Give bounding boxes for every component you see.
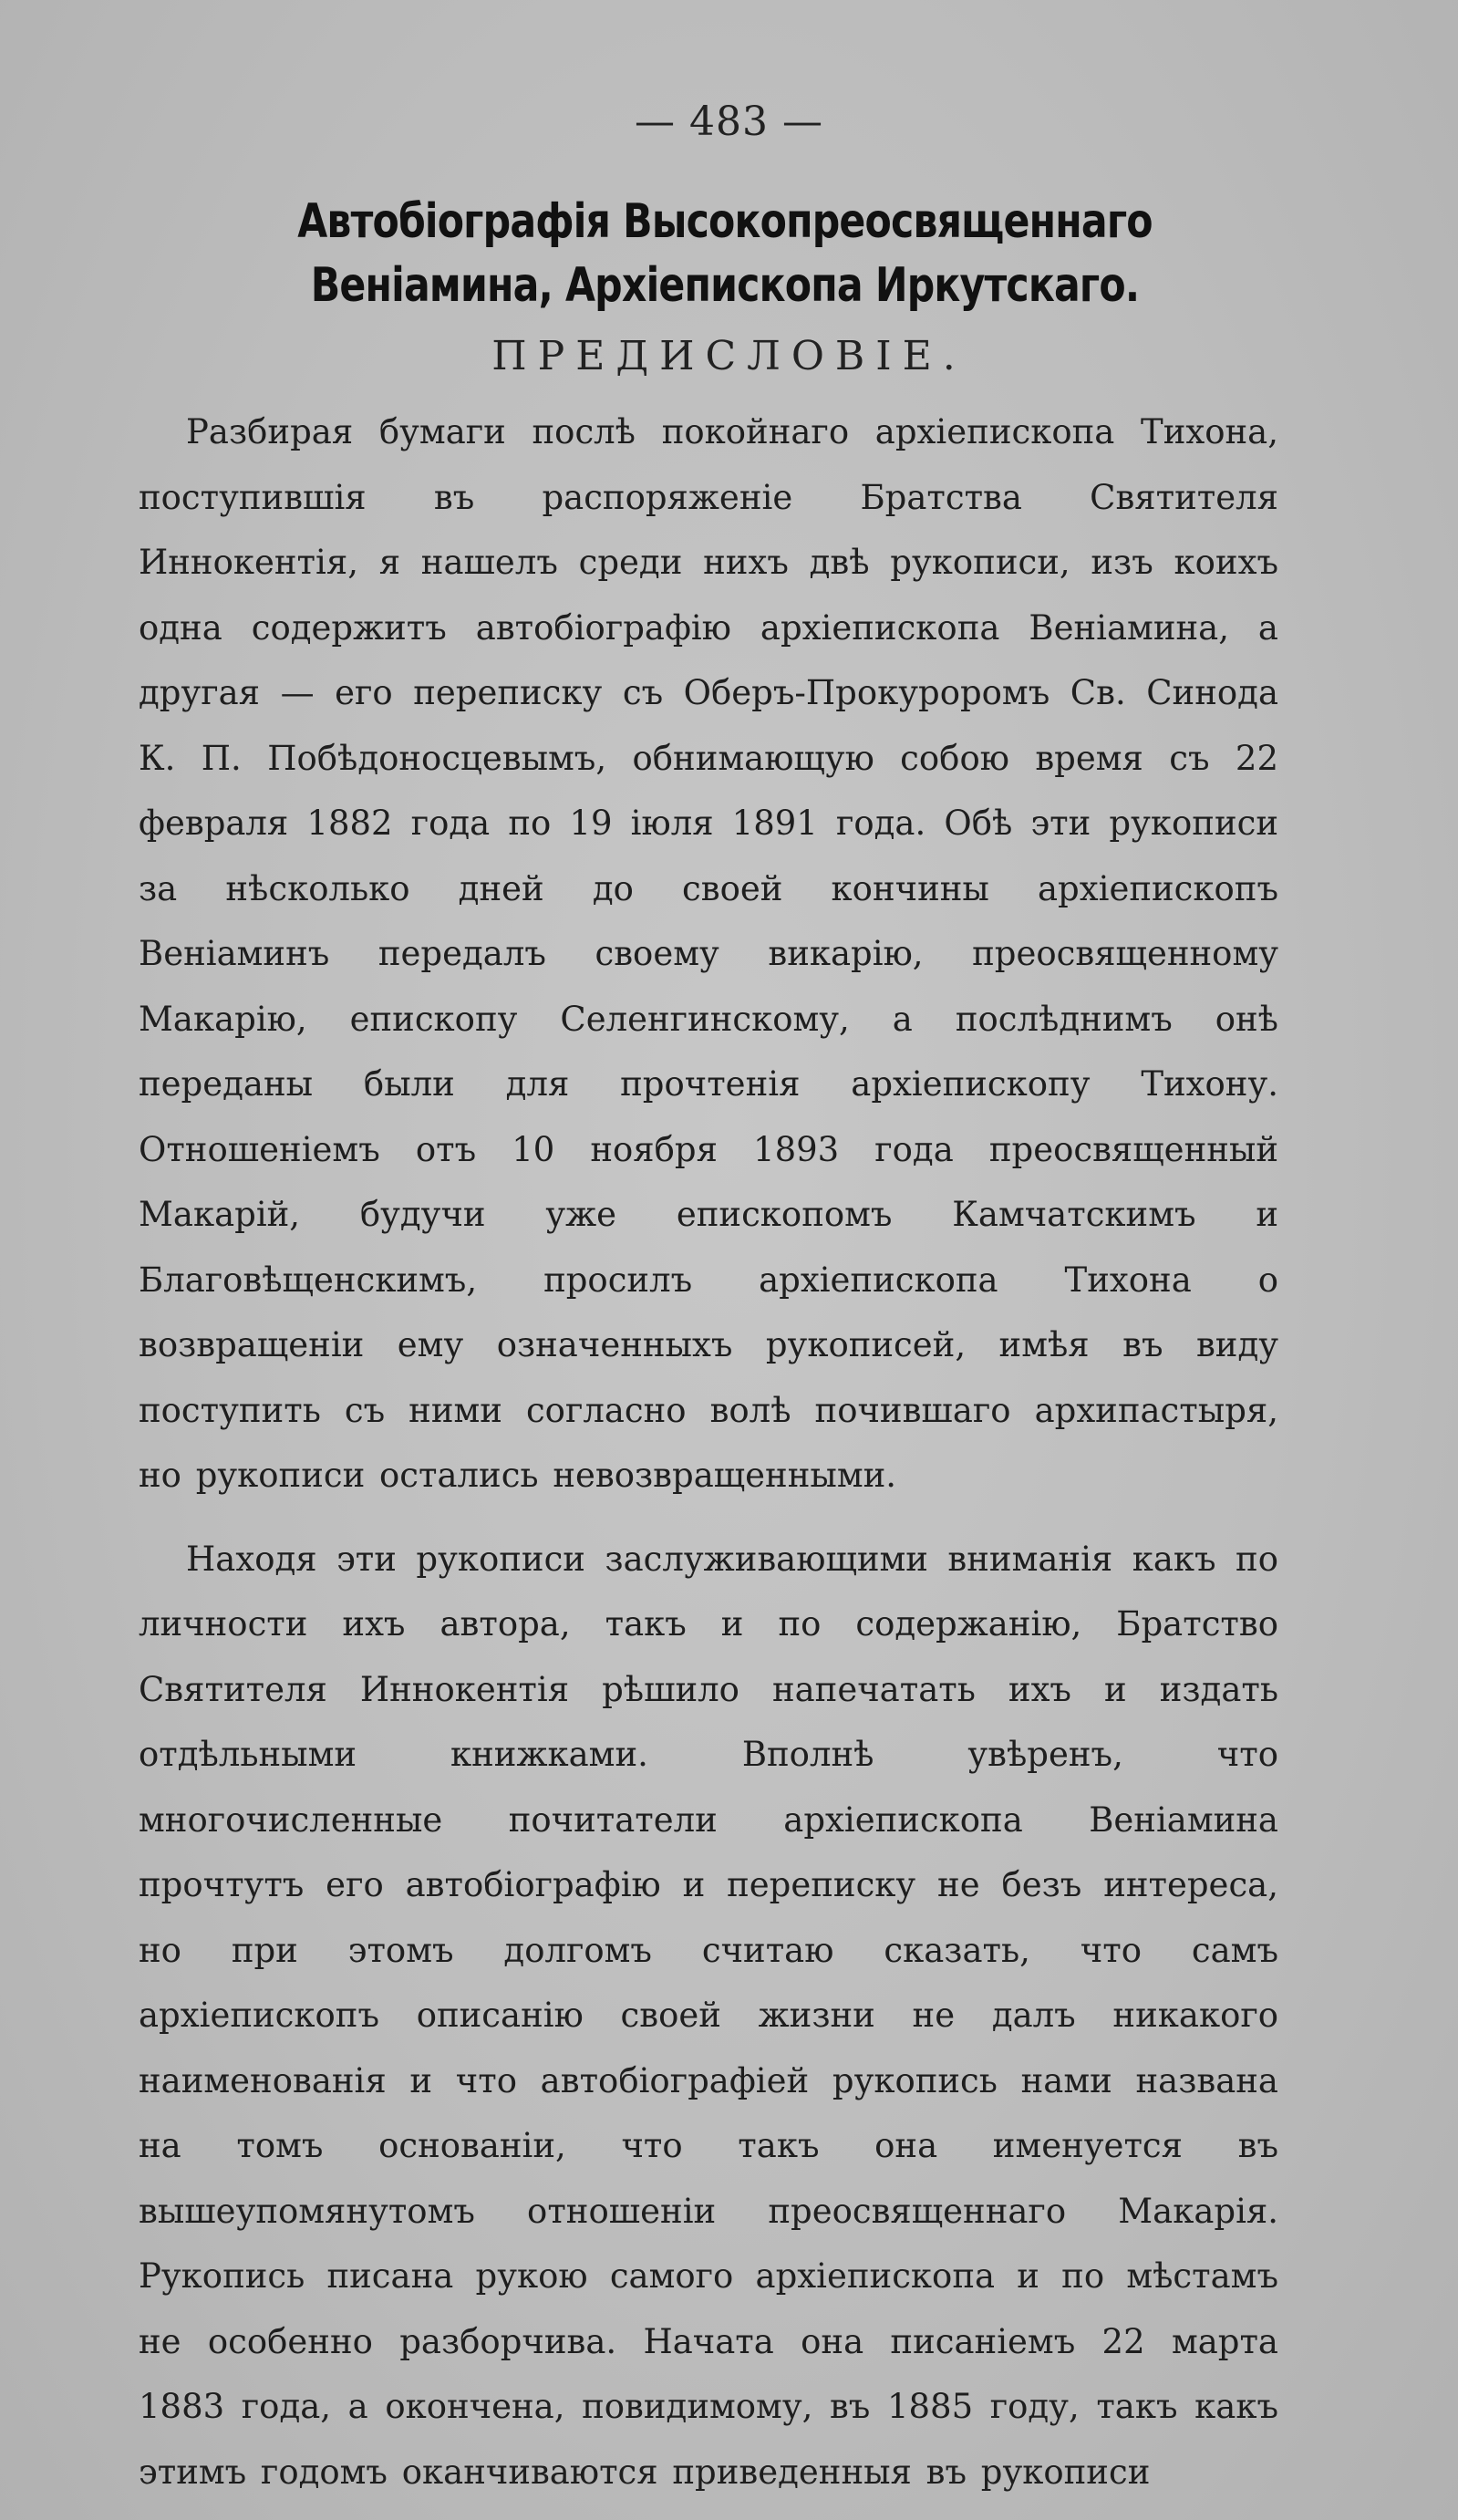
page-number: — 483 — [635, 99, 823, 145]
body-text [139, 399, 1278, 2504]
paragraph-2: Находя эти рукописи заслуживающими вниманія какъ по личности ихъ автора, такъ и по содержанію, Братство Святителя Иннокентія рѣшило напечатать ихъ и издать отдѣльными книжками. Вполнѣ увѣренъ, что многочисленные почитатели архіепископа Веніамина прочтутъ его автобіографію и переписку не безъ интереса, но при этомъ долгомъ считаю сказать, что самъ архіепископъ описанію своей жизни не далъ никакого наименованія и что автобіографіей рукопись нами названа на томъ основаніи, что такъ она именуется въ вышеупомянутомъ отношеніи преосвященнаго Макарія. Рукопись писана рукою самого архіепископа и по мѣстамъ не особенно разборчива. Начата она писаніемъ 22 марта 1883 года, а окончена, повидимому, въ 1885 году, такъ какъ этимъ годомъ оканчиваются приведенныя въ рукописи [139, 1539, 1278, 2492]
paragraph-1: Разбирая бумаги послѣ покойнаго архіепископа Тихона, поступившія въ распоряженіе Братства Святителя Иннокентія, я нашелъ среди нихъ двѣ рукописи, изъ коихъ одна содержитъ автобіографію архіепископа Веніамина, а другая — его переписку съ Оберъ-Прокуроромъ Св. Синода К. П. Побѣдоносцевымъ, обнимающую собою время съ 22 февраля 1882 года по 19 іюля 1891 года. Обѣ эти рукописи за нѣсколько дней до своей кончины архіепископъ Веніаминъ передалъ своему викарію, преосвященному Макарію, епископу Селенгинскому, а послѣднимъ онѣ переданы были для прочтенія архіепископу Тихону. Отношеніемъ отъ 10 ноября 1893 года преосвященный Макарій, будучи уже епископомъ Камчатскимъ и Благовѣщенскимъ, просилъ архіепископа Тихона о возвращеніи ему означенныхъ рукописей, имѣя въ виду поступить съ ними согласно волѣ почившаго архипастыря, но рукописи остались невозвращенными. [139, 412, 1278, 1495]
document-title: Автобіографія Высокопреосвященнаго Веніамина, Архіепископа Иркутскаго. [297, 194, 1153, 313]
section-heading: ПРЕДИСЛОВІЕ. [491, 333, 967, 379]
